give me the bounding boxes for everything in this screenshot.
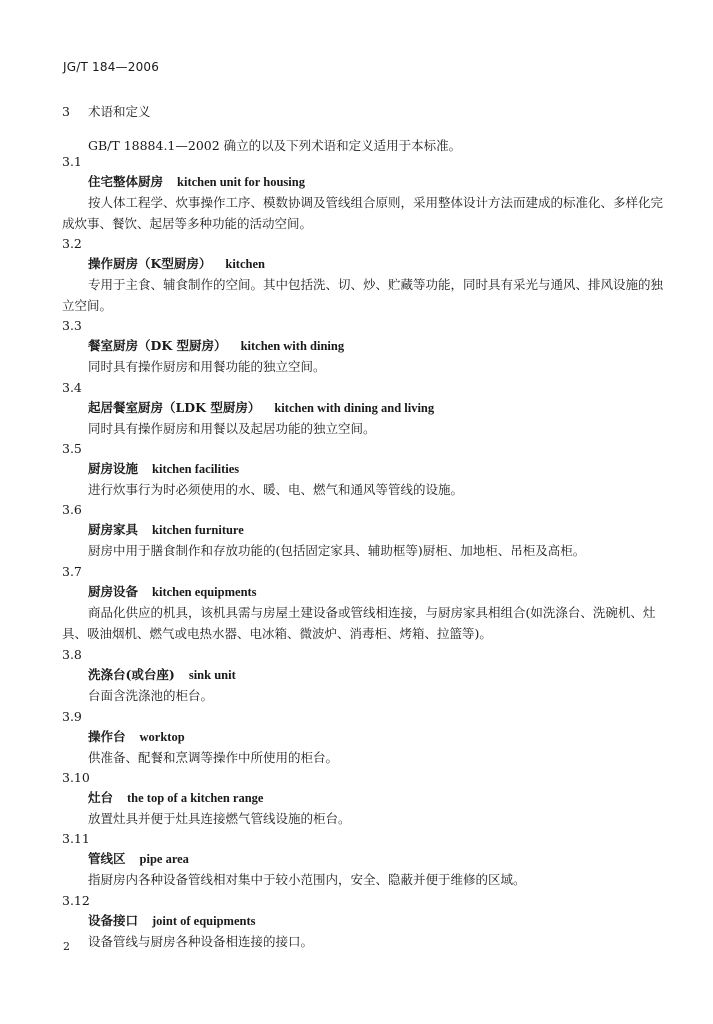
section-heading — [62, 102, 151, 120]
term-title-zh: 厨房设备 — [88, 584, 139, 599]
term-definition: 同时具有操作厨房和用餐以及起居功能的独立空间。 — [88, 421, 376, 436]
term-title-en: the top of a kitchen range — [127, 791, 264, 805]
term-number: 3.2 — [62, 236, 82, 251]
term-title-en: kitchen with dining and living — [274, 401, 435, 415]
term-definition: 进行炊事行为时必须使用的水、暖、电、燃气和通风等管线的设施。 — [88, 482, 464, 497]
terms-list — [62, 152, 672, 952]
term-title-en: pipe area — [139, 852, 189, 866]
term-number: 3.11 — [62, 831, 90, 846]
term-number: 3.6 — [62, 502, 82, 517]
term-title-en: sink unit — [188, 668, 236, 682]
term-number: 3.8 — [62, 647, 82, 662]
section-title: 术语和定义 — [87, 104, 151, 119]
term-title — [88, 582, 672, 602]
term-title-zh: 餐室厨房（DK 型厨房） — [88, 338, 227, 353]
term-title-zh: 住宅整体厨房 — [88, 174, 164, 189]
term-number: 3.9 — [62, 709, 82, 724]
term-entry — [62, 768, 672, 829]
term-title — [88, 788, 672, 808]
term-title-zh: 厨房家具 — [88, 522, 139, 537]
term-entry — [62, 645, 672, 706]
term-number: 3.12 — [62, 893, 90, 908]
term-number: 3.3 — [62, 318, 82, 333]
term-title — [88, 520, 672, 540]
term-entry — [62, 562, 672, 644]
term-title-en: joint of equipments — [152, 914, 256, 928]
term-title — [88, 665, 672, 685]
term-title-en: kitchen facilities — [152, 462, 240, 476]
term-definition: 按人体工程学、炊事操作工序、模数协调及管线组合原则，采用整体设计方法而建成的标准化、多样化完成炊事、餐饮、起居等多种功能的活动空间。 — [62, 195, 664, 231]
term-definition: 同时具有操作厨房和用餐功能的独立空间。 — [88, 359, 326, 374]
term-title — [88, 727, 672, 747]
term-title — [88, 849, 672, 869]
term-title-zh: 设备接口 — [88, 913, 139, 928]
term-title-zh: 灶台 — [88, 790, 114, 805]
term-title-zh: 洗涤台(或台座) — [88, 667, 175, 682]
page-number: 2 — [63, 940, 70, 953]
term-title — [88, 911, 672, 931]
term-definition: 台面含洗涤池的柜台。 — [88, 688, 214, 703]
term-title — [88, 172, 672, 192]
term-number: 3.10 — [62, 770, 90, 785]
term-title-en: kitchen — [225, 257, 265, 271]
term-title-en: kitchen furniture — [152, 523, 244, 537]
term-title-zh: 厨房设施 — [88, 461, 139, 476]
term-title-zh: 操作厨房（K型厨房） — [88, 256, 212, 271]
term-entry — [62, 439, 672, 500]
term-entry — [62, 316, 672, 377]
term-title — [88, 254, 672, 274]
term-definition: 厨房中用于膳食制作和存放功能的(包括固定家具、辅助框等)厨柜、加地柜、吊柜及高柜。 — [88, 543, 586, 558]
term-definition: 放置灶具并便于灶具连接燃气管线设施的柜台。 — [88, 811, 351, 826]
standard-code-header: JG/T 184—2006 — [63, 60, 160, 74]
term-definition: 商品化供应的机具，该机具需与房屋土建设备或管线相连接，与厨房家具相组合(如洗涤台、洗碗机、灶具、吸油烟机、燃气或电热水器、电冰箱、微波炉、消毒柜、烤箱、拉篮等)。 — [62, 605, 656, 641]
section-intro: GB/T 18884.1—2002 确立的以及下列术语和定义适用于本标准。 — [88, 138, 462, 153]
term-title-en: kitchen with dining — [240, 339, 345, 353]
term-definition: 指厨房内各种设备管线相对集中于较小范围内，安全、隐蔽并便于维修的区域。 — [88, 872, 526, 887]
term-definition: 设备管线与厨房各种设备相连接的接口。 — [88, 934, 314, 949]
term-title-en: worktop — [139, 730, 185, 744]
term-number: 3.1 — [62, 154, 82, 169]
term-title-en: kitchen equipments — [152, 585, 257, 599]
term-number: 3.7 — [62, 564, 82, 579]
term-number: 3.4 — [62, 380, 82, 395]
term-definition: 专用于主食、辅食制作的空间。其中包括洗、切、炒、贮藏等功能，同时具有采光与通风、排风设施的独立空间。 — [62, 277, 664, 313]
section-number: 3 — [62, 104, 70, 119]
term-entry — [62, 152, 672, 234]
term-title — [88, 459, 672, 479]
term-title-zh: 操作台 — [88, 729, 126, 744]
term-entry — [62, 378, 672, 439]
term-entry — [62, 234, 672, 316]
term-number: 3.5 — [62, 441, 82, 456]
term-entry — [62, 500, 672, 561]
term-title-en: kitchen unit for housing — [177, 175, 305, 189]
term-title — [88, 398, 672, 418]
term-title — [88, 336, 672, 356]
term-title-zh: 起居餐室厨房（LDK 型厨房） — [88, 400, 261, 415]
term-entry — [62, 891, 672, 952]
term-entry — [62, 829, 672, 890]
term-title-zh: 管线区 — [88, 851, 126, 866]
term-definition: 供准备、配餐和烹调等操作中所使用的柜台。 — [88, 750, 339, 765]
term-entry — [62, 707, 672, 768]
